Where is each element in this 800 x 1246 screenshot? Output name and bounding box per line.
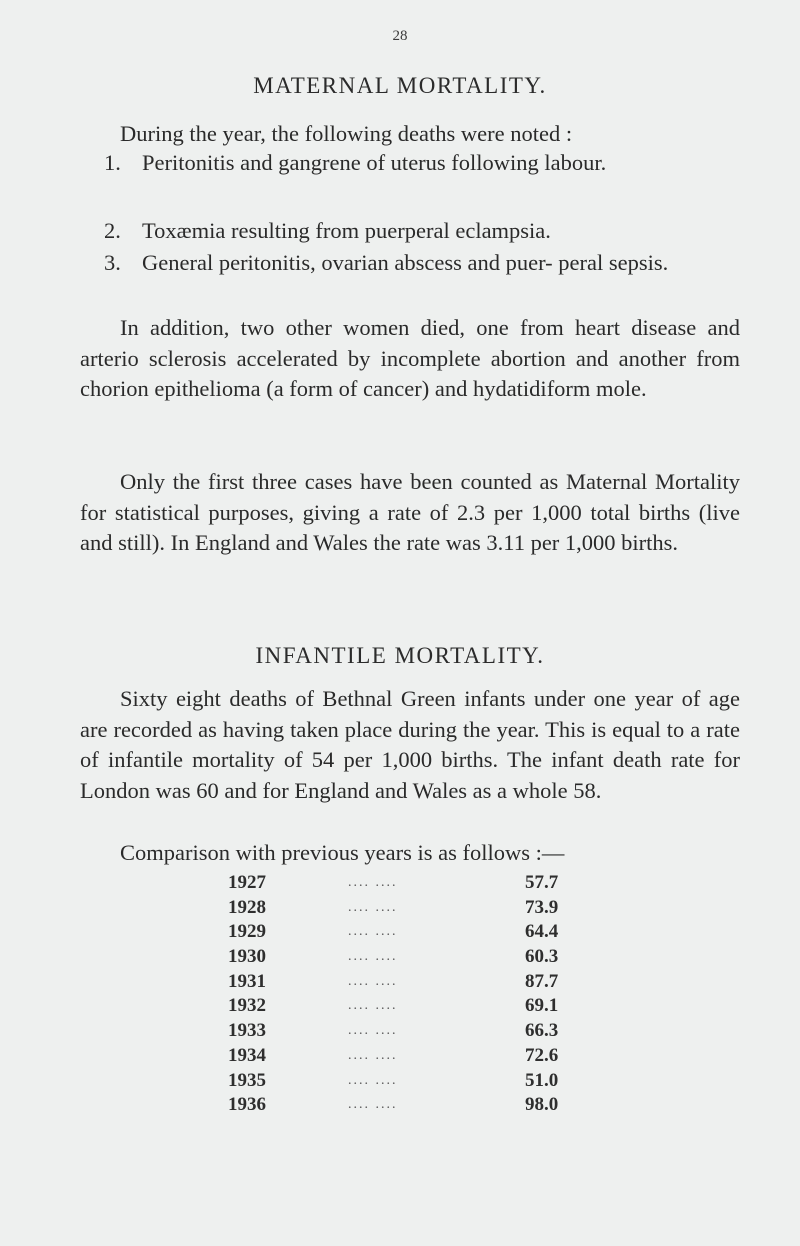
table-leader-dots: .... .... [348, 1047, 398, 1063]
table-row [228, 1069, 628, 1094]
maternal-addition-paragraph: In addition, two other women died, one from heart disease and arterio sclerosis accelerated by incomplete abortion and another from chorion epithelioma (a form of cancer) and hydatidiform mole. [80, 315, 740, 401]
table-leader-dots: .... .... [348, 1072, 398, 1088]
infantile-mortality-heading: INFANTILE MORTALITY. [255, 643, 545, 668]
table-year: 1936 [228, 1094, 266, 1116]
table-leader-dots: .... .... [348, 899, 398, 915]
table-rate: 98.0 [525, 1094, 559, 1116]
table-rate: 57.7 [525, 872, 559, 893]
table-leader-dots: .... .... [348, 1097, 398, 1113]
table-row [228, 970, 628, 995]
comparison-table [228, 871, 628, 1118]
infantile-paragraph: Sixty eight deaths of Bethnal Green infants under one year of age are recorded as having taken place during the year. This is equal to a rate of infantile mortality of 54 per 1,000 births. The infant death rate for London was 60 and for England and Wales as a whole 58. [80, 686, 740, 803]
table-row [228, 871, 628, 896]
table-row [228, 1093, 628, 1118]
table-leader-dots: .... .... [348, 875, 398, 890]
death-item-3 [104, 248, 740, 277]
table-year: 1933 [228, 1020, 266, 1042]
table-row [228, 1019, 628, 1044]
table-rate: 60.3 [525, 946, 559, 968]
table-rate: 87.7 [525, 970, 559, 992]
comparison-intro: Comparison with previous years is as follows :— [120, 840, 565, 865]
table-rate: 73.9 [525, 896, 559, 918]
table-row [228, 994, 628, 1019]
death-item-number: 2. [104, 218, 121, 243]
table-row [228, 896, 628, 921]
table-row [228, 1044, 628, 1069]
table-row [228, 920, 628, 945]
death-item-number: 3. [104, 250, 121, 275]
death-item-text: Peritonitis and gangrene of uterus following labour. [142, 150, 607, 175]
death-item-text: Toxæmia resulting from puerperal eclampsia. [142, 218, 551, 243]
table-leader-dots: .... .... [348, 949, 398, 965]
table-leader-dots: .... .... [348, 973, 398, 989]
table-year: 1928 [228, 896, 266, 918]
table-rate: 64.4 [525, 921, 559, 943]
death-item-2 [104, 216, 740, 245]
maternal-mortality-heading: MATERNAL MORTALITY. [253, 73, 547, 98]
death-item-1 [104, 148, 740, 177]
table-rate: 69.1 [525, 995, 559, 1017]
table-leader-dots: .... .... [348, 1023, 398, 1039]
page-number: 28 [392, 28, 408, 44]
maternal-intro: During the year, the following deaths were noted : [120, 121, 573, 146]
table-leader-dots: .... .... [348, 924, 398, 940]
table-rate: 51.0 [525, 1069, 559, 1091]
table-year: 1932 [228, 995, 266, 1017]
table-year: 1931 [228, 970, 266, 992]
death-item-text: General peritonitis, ovarian abscess and puer- peral sepsis. [142, 250, 669, 275]
table-year: 1935 [228, 1069, 266, 1091]
table-rate: 66.3 [525, 1020, 559, 1042]
table-year: 1934 [228, 1044, 266, 1066]
table-year: 1930 [228, 946, 266, 968]
table-leader-dots: .... .... [348, 998, 398, 1014]
maternal-counted-paragraph: Only the first three cases have been counted as Maternal Mortality for statistical purposes, giving a rate of 2.3 per 1,000 total births (live and still). In England and Wales the rate was 3.11 per 1,000 births. [80, 469, 740, 555]
table-year: 1927 [228, 872, 266, 893]
table-row [228, 945, 628, 970]
table-year: 1929 [228, 921, 266, 943]
death-item-number: 1. [104, 150, 121, 175]
table-rate: 72.6 [525, 1044, 559, 1066]
